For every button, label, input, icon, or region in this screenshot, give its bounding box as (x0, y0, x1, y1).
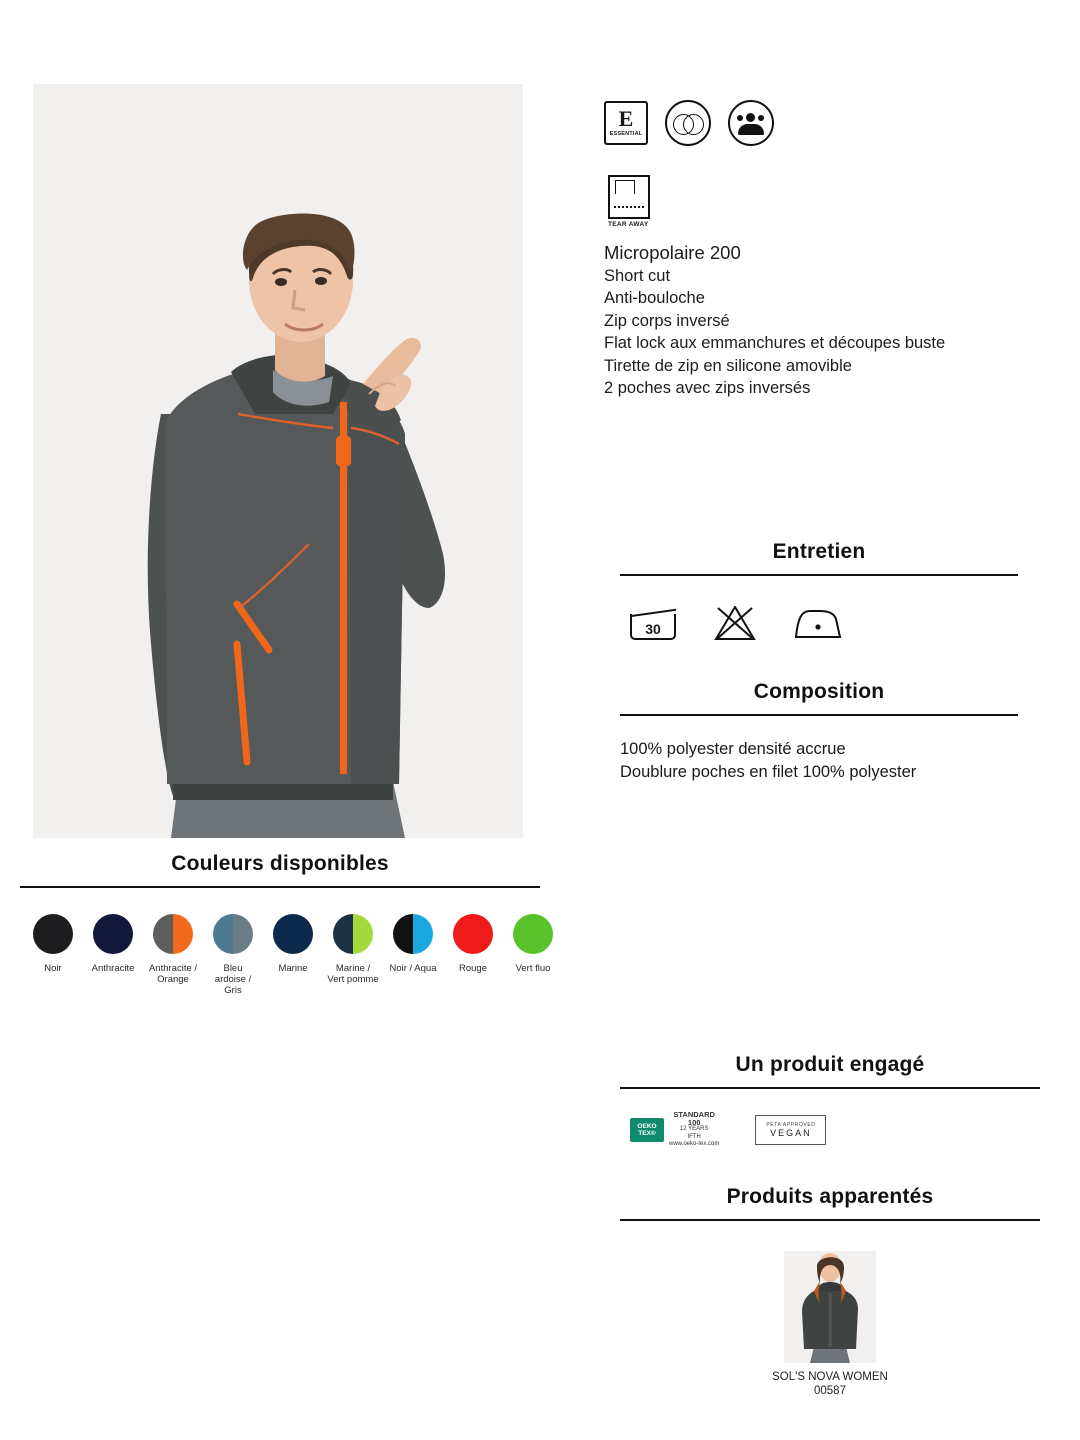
care-icon-row (620, 606, 1018, 640)
related-products-section (620, 1185, 1040, 1398)
color-swatch-marine[interactable] (273, 914, 313, 954)
essential-word: ESSENTIAL (609, 131, 643, 138)
product-photo (33, 84, 523, 838)
peta-approved-vegan-logo (755, 1115, 826, 1145)
engaged-logo-row (620, 1111, 1040, 1149)
product-description (604, 242, 1024, 400)
related-product-thumbnail[interactable] (784, 1251, 876, 1363)
color-label: Marine (278, 963, 308, 974)
color-swatch-marine-vert-pomme[interactable] (333, 914, 373, 954)
product-name: Micropolaire 200 (604, 242, 741, 263)
composition-divider (620, 714, 1018, 716)
color-swatch-anthracite-orange[interactable] (153, 914, 193, 954)
color-swatch-item[interactable] (390, 914, 436, 996)
color-swatch-vert-fluo[interactable] (513, 914, 553, 954)
related-product-name: SOL'S NOVA WOMEN (772, 1371, 888, 1383)
engaged-divider (620, 1087, 1040, 1089)
colors-divider (20, 886, 540, 888)
color-swatch-row (20, 914, 551, 996)
tear-away-icon (608, 175, 658, 228)
oeko-mark-line1: OEKO (637, 1122, 657, 1130)
oeko-institute: IFTH (687, 1133, 701, 1140)
product-feature: Tirette de zip en silicone amovible (604, 356, 852, 375)
color-label: Bleu ardoise / Gris (214, 963, 252, 996)
color-swatch-bleu-ardoise-gris[interactable] (213, 914, 253, 954)
color-swatch-item[interactable] (150, 914, 196, 996)
product-feature: Anti-bouloche (604, 289, 705, 307)
composition-title: Composition (753, 680, 885, 703)
color-swatch-item[interactable] (327, 914, 379, 996)
related-product-illustration (784, 1251, 876, 1363)
vegan-top-text: PETA APPROVED (766, 1121, 816, 1128)
product-photo-illustration (33, 84, 523, 838)
engaged-title: Un produit engagé (735, 1053, 925, 1076)
color-label: Noir (44, 963, 62, 974)
essential-badge (604, 101, 648, 145)
engaged-product-section (620, 1053, 1040, 1149)
feature-badge-row (604, 100, 774, 146)
composition-line: 100% polyester densité accrue (620, 740, 846, 758)
oeko-tex-standard-100-logo (630, 1111, 719, 1149)
oeko-mark-line2: TEX® (638, 1129, 656, 1137)
color-label: Anthracite (91, 963, 135, 974)
care-divider (620, 574, 1018, 576)
related-product-caption (772, 1370, 888, 1398)
oeko-years: 12 YEARS (679, 1126, 709, 1132)
oeko-tex-text (669, 1111, 719, 1149)
color-swatch-item[interactable] (210, 914, 256, 996)
color-swatch-rouge[interactable] (453, 914, 493, 954)
essential-letter: E (618, 106, 634, 132)
colors-section (20, 852, 551, 996)
composition-line: Doublure poches en filet 100% polyester (620, 763, 917, 781)
color-swatch-noir-aqua[interactable] (393, 914, 433, 954)
tear-away-box (608, 175, 650, 219)
do-not-bleach-icon (714, 606, 754, 640)
related-product-code: 00587 (814, 1385, 846, 1397)
color-label: Anthracite / Orange (148, 963, 198, 985)
oeko-standard-number: 100 (687, 1117, 701, 1127)
color-swatch-item[interactable] (270, 914, 316, 996)
color-swatch-item[interactable] (90, 914, 136, 996)
wash-temperature: 30 (645, 621, 661, 637)
iron-low-heat-icon (792, 607, 840, 639)
oeko-standard-label: STANDARD (673, 1110, 715, 1119)
people-group-icon (728, 100, 774, 146)
care-title: Entretien (772, 540, 866, 563)
tear-away-label: TEAR AWAY (608, 221, 649, 228)
color-label: Vert fluo (515, 963, 551, 974)
color-label: Rouge (459, 963, 487, 974)
composition-text (620, 738, 1018, 784)
product-feature: Short cut (604, 266, 671, 285)
color-swatch-item[interactable] (450, 914, 496, 996)
oeko-url: www.oeko-tex.com (669, 1141, 720, 1147)
color-swatch-item[interactable] (510, 914, 556, 996)
color-label: Noir / Aqua (389, 963, 437, 974)
interlocking-rings-icon (665, 100, 711, 146)
oeko-tex-mark (630, 1118, 664, 1142)
color-label: Marine / Vert pomme (327, 963, 379, 985)
colors-title: Couleurs disponibles (171, 852, 389, 875)
product-feature: Flat lock aux emmanchures et découpes buste (604, 334, 946, 352)
color-swatch-anthracite[interactable] (93, 914, 133, 954)
wash-30-icon (630, 606, 676, 640)
color-swatch-noir[interactable] (33, 914, 73, 954)
product-feature: 2 poches avec zips inversés (604, 379, 811, 397)
vegan-main-text: VEGAN (770, 1127, 812, 1138)
related-divider (620, 1219, 1040, 1221)
product-feature: Zip corps inversé (604, 311, 730, 330)
composition-section (620, 680, 1018, 784)
related-product-item[interactable] (620, 1251, 1040, 1398)
color-swatch-item[interactable] (30, 914, 76, 996)
care-section (620, 540, 1018, 640)
related-title: Produits apparentés (726, 1185, 934, 1208)
